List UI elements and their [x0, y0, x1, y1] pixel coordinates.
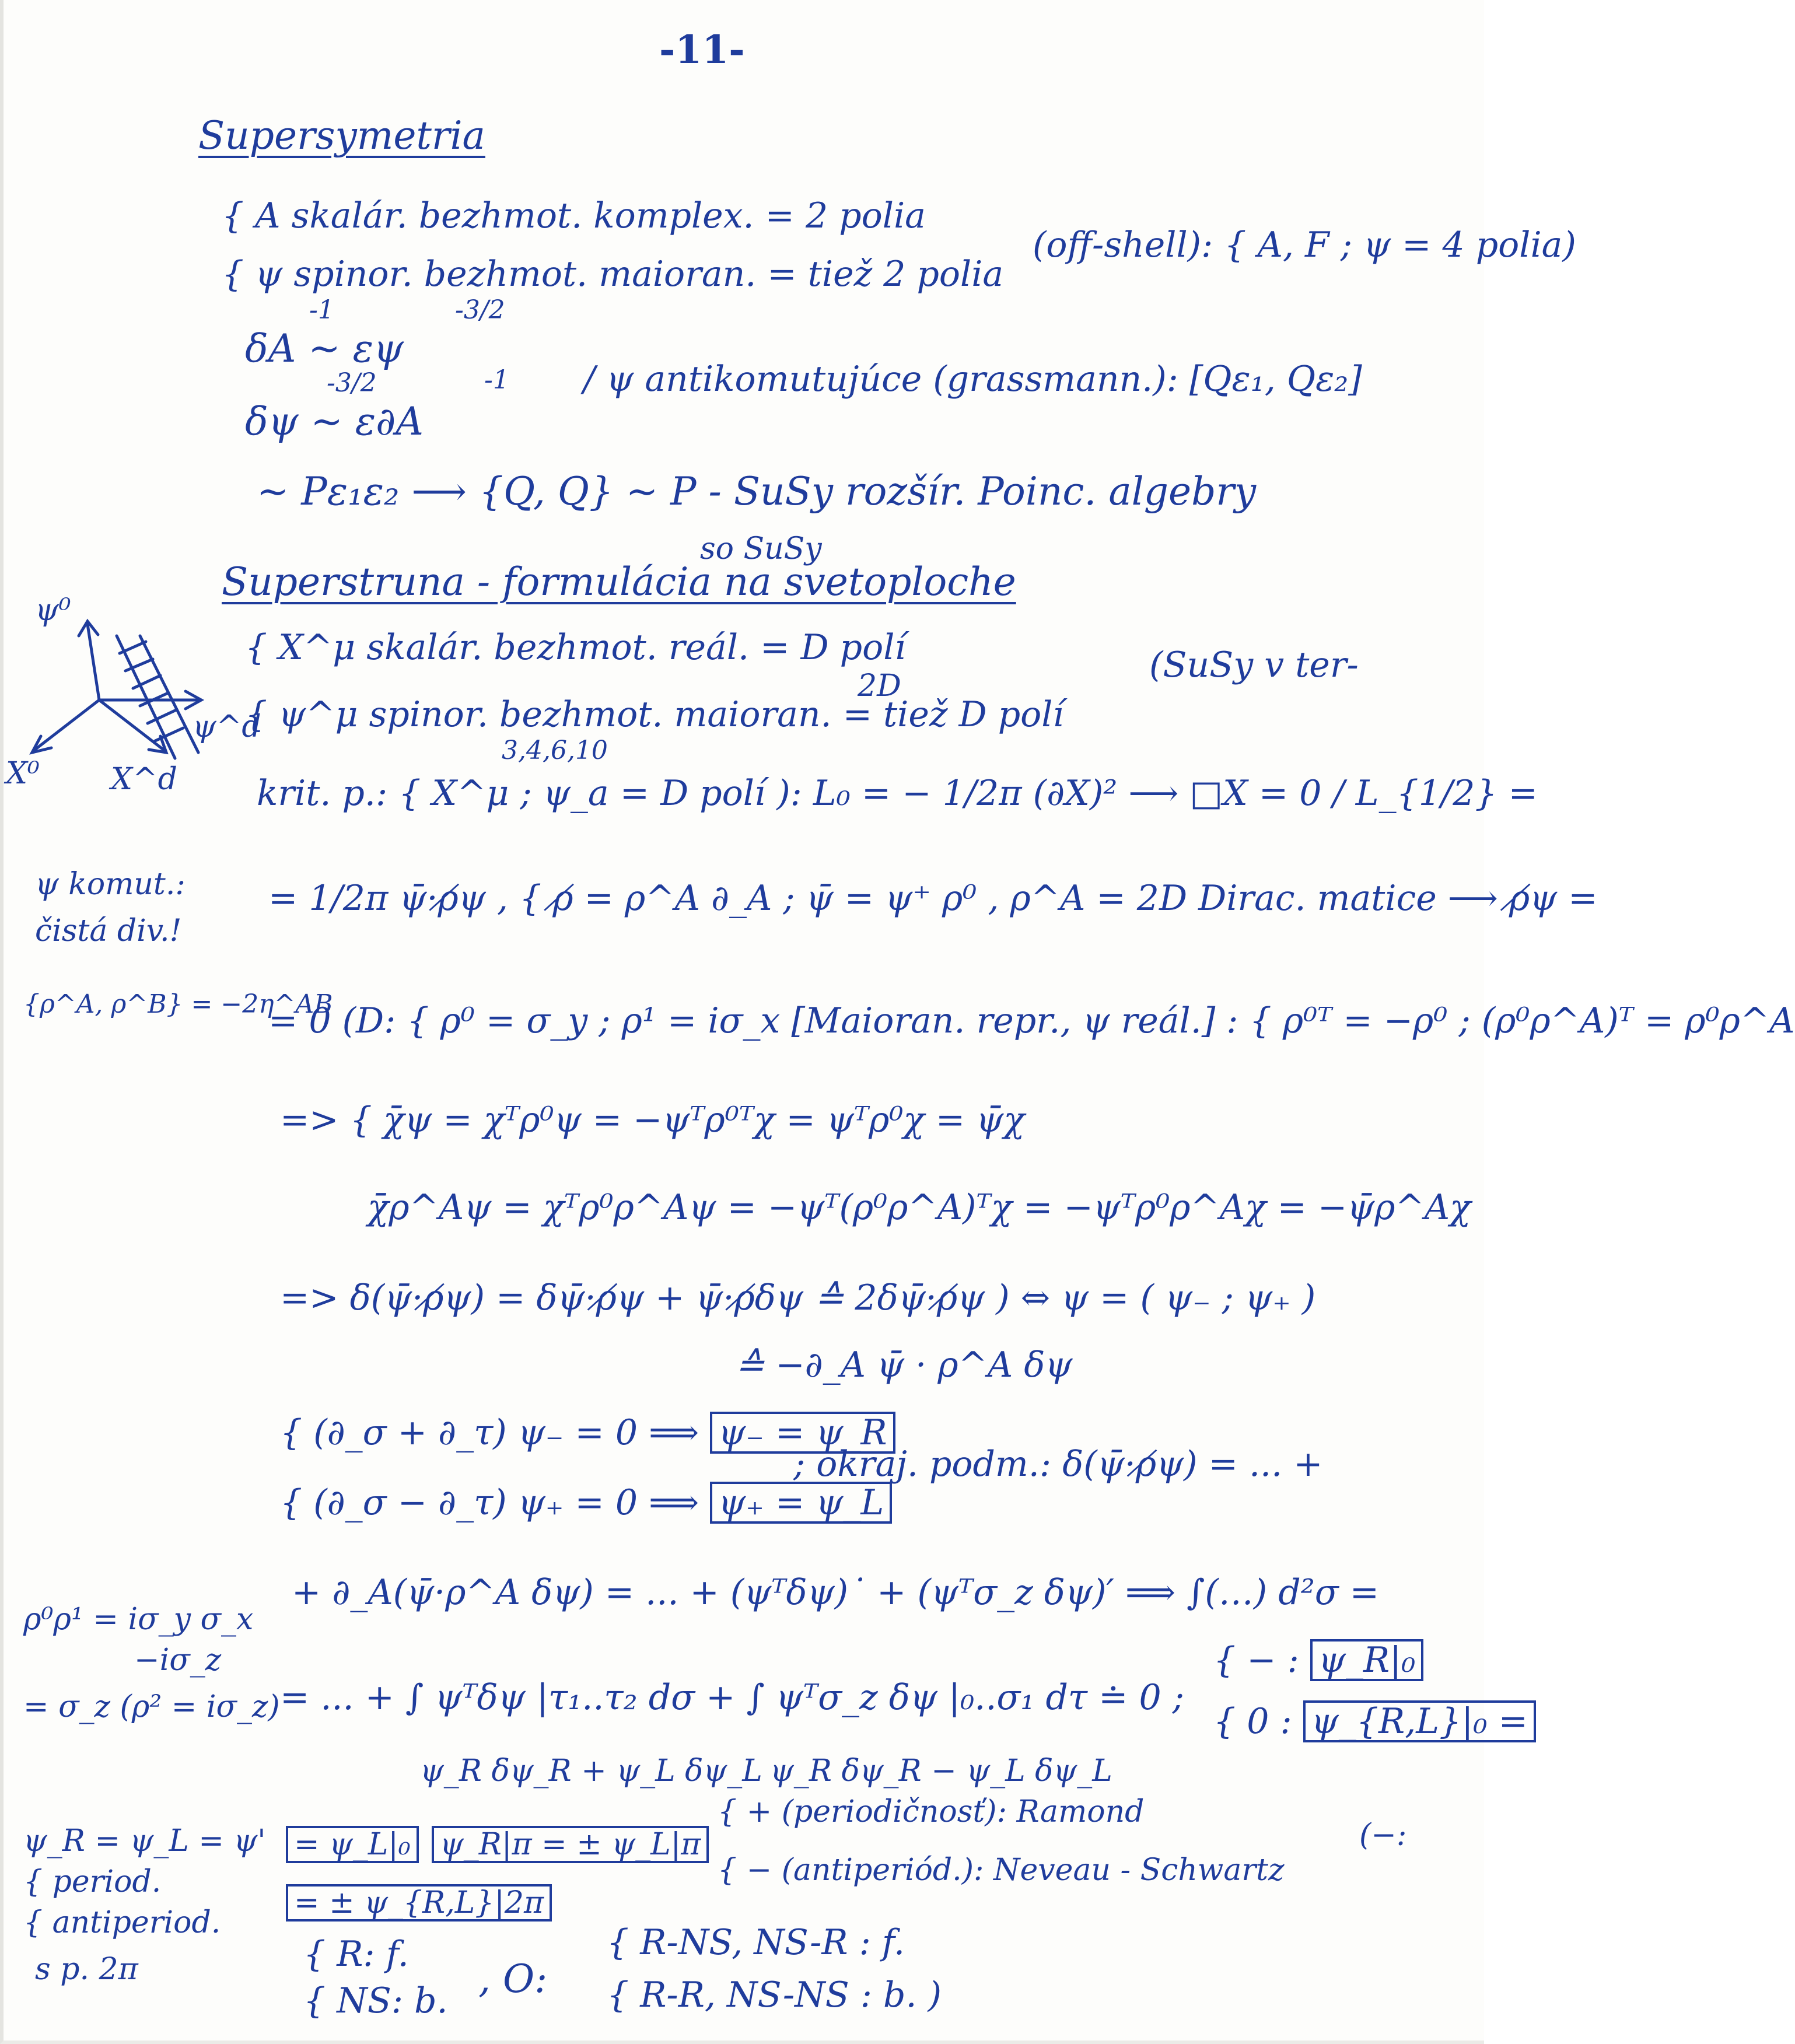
side-note-psi-komut: ψ komut.:: [35, 867, 186, 902]
identity-1: => { χ̄ψ = χᵀρ⁰ψ = −ψᵀρ⁰ᵀχ = ψᵀρ⁰χ = ψ̄χ: [280, 1100, 1025, 1140]
side-note-anticommutator: {ρ^A, ρ^B} = −2η^AB: [23, 989, 333, 1019]
side-period-4: s p. 2π: [35, 1952, 138, 1987]
susy-heading: Supersymetria: [198, 113, 485, 158]
superstring-heading: Superstruna - formulácia na svetoploche: [222, 559, 1016, 604]
rns-right-2: { R-R, NS-NS : b. ): [607, 1975, 942, 2015]
side-rho-relation-1: ρ⁰ρ¹ = iσ_y σ_x: [23, 1602, 254, 1637]
susy-target-note: (SuSy v ter-: [1149, 645, 1359, 685]
eom-2-box: ψ₊ = ψ_L: [710, 1482, 892, 1524]
eom-2-text: { (∂_σ − ∂_τ) ψ₊ = 0 ⟹: [280, 1482, 699, 1523]
rns-left-1: { R: f.: [303, 1934, 409, 1975]
side-period-2: { period.: [23, 1864, 162, 1899]
brace-bottom: [1213, 1700, 1536, 1742]
diagram-x0-label: X⁰: [6, 756, 40, 791]
integral-line-2: = ... + ∫ ψᵀδψ |τ₁..τ₂ dσ + ∫ ψᵀσ_z δψ |₀..σ₁ dτ ≐ 0 ;: [280, 1677, 1184, 1718]
eom-2: [280, 1482, 892, 1524]
brace-bottom-box: ψ_{R,L}|₀ =: [1303, 1700, 1536, 1742]
superstring-line-2: { ψ^μ spinor. bezhmot. maioran. = tiež D polí: [245, 694, 1064, 735]
neveu-schwarz-sector: { − (antiperiód.): Neveau - Schwartz: [718, 1853, 1285, 1888]
superstring-line-1: { X^μ skalár. bezhmot. reál. = D polí: [245, 627, 906, 668]
integral-line-1: + ∂_A(ψ̄·ρ^A δψ) = ... + (ψᵀδψ)˙ + (ψᵀσ_z δψ)′ ⟹ ∫(…) d²σ =: [292, 1572, 1380, 1613]
majorana-representation: = 0 (D: { ρ⁰ = σ_y ; ρ¹ = iσ_x [Maioran. repr., ψ reál.] : { ρ⁰ᵀ = −ρ⁰ ; (ρ⁰ρ^A)ᵀ = ρ⁰ρ^A: [268, 1000, 1795, 1041]
sector-box-b: ψ_R|π = ± ψ_L|π: [432, 1826, 709, 1863]
anticommuting-note: / ψ antikomutujúce (grassmann.): [Qε₁, Qε₂]: [583, 359, 1362, 400]
action-variation: => δ(ψ̄·ρ̸ψ) = δψ̄·ρ̸ψ + ψ̄·ρ̸δψ ≙ 2δψ̄·ρ̸ψ ) ⇔ ψ = ( ψ₋ ; ψ₊ ): [280, 1278, 1316, 1318]
critical-lagrangian: krit. p.: { X^μ ; ψ_a = D polí ): L₀ = − 1/2π (∂X)² ⟶ □X = 0 / L_{1/2} =: [257, 773, 1538, 814]
brace-top-text: { − :: [1213, 1640, 1299, 1681]
dirac-lagrangian: = 1/2π ψ̄·ρ̸ψ , { ρ̸ = ρ^A ∂_A ; ψ̄ = ψ⁺ ρ⁰ , ρ^A = 2D Dirac. matice ⟶ ρ̸ψ =: [268, 878, 1598, 919]
side-rho-relation-2: −iσ_z: [134, 1643, 222, 1678]
sector-box-a: = ψ_L|₀: [286, 1826, 419, 1863]
brace-top: [1213, 1639, 1423, 1681]
dimension-c: -3/2: [327, 368, 377, 398]
label-2d: 2D: [858, 668, 901, 704]
side-note-cista-div: čistá div.!: [35, 914, 182, 949]
identity-2: χ̄ρ^Aψ = χᵀρ⁰ρ^Aψ = −ψᵀ(ρ⁰ρ^A)ᵀχ = −ψᵀρ⁰ρ^Aχ = −ψ̄ρ^Aχ: [368, 1187, 1471, 1228]
rns-left-2: { NS: b.: [303, 1980, 448, 2021]
diagram-psid-label: ψ^d: [193, 709, 261, 744]
integral-under-2: ψ_R δψ_R − ψ_L δψ_L: [770, 1754, 1112, 1788]
page-number: -11-: [659, 27, 745, 72]
offshell-note: (off-shell): { A, F ; ψ = 4 polia): [1033, 225, 1576, 265]
boundary-condition: ; okraj. podm.: δ(ψ̄·ρ̸ψ) = ... +: [793, 1444, 1323, 1485]
eom-1-box: ψ₋ = ψ_R: [710, 1412, 895, 1454]
susy-line-1: { A skalár. bezhmot. komplex. = 2 polia: [222, 195, 926, 236]
dimension-b: -3/2: [455, 295, 505, 325]
critical-dimensions: 3,4,6,10: [502, 736, 608, 765]
diagram-psi0-label: ψ⁰: [35, 593, 71, 628]
ramond-sector: { + (periodičnosť): Ramond: [718, 1794, 1145, 1829]
eom-1-text: { (∂_σ + ∂_τ) ψ₋ = 0 ⟹: [280, 1412, 699, 1453]
susy-algebra: ~ Pε₁ε₂ ⟶ {Q, Q} ~ P - SuSy rozšír. Poinc. algebry: [257, 469, 1257, 514]
brace-top-box: ψ_R|₀: [1310, 1639, 1424, 1681]
rns-mid: , O:: [478, 1957, 548, 2001]
rns-right-1: { R-NS, NS-R : f.: [607, 1922, 905, 1963]
susy-line-2: { ψ spinor. bezhmot. maioran. = tiež 2 polia: [222, 254, 1004, 295]
side-period-3: { antiperiod.: [23, 1905, 221, 1940]
delta-psi-relation: δψ ~ ε∂A: [245, 399, 424, 444]
sector-minus-note: (−:: [1359, 1818, 1407, 1853]
boundary-term: ≙ −∂_A ψ̄ · ρ^A δψ: [735, 1345, 1073, 1385]
delta-a-relation: δA ~ εψ: [245, 326, 404, 371]
integral-under-1: ψ_R δψ_R + ψ_L δψ_L: [420, 1754, 762, 1788]
brace-bottom-text: { 0 :: [1213, 1701, 1292, 1742]
side-rho-relation-3: = σ_z (ρ² = iσ_z): [23, 1689, 280, 1724]
dimension-a: -1: [309, 295, 334, 325]
diagram-xd-label: X^d: [111, 762, 177, 797]
so-susy-insert: so SuSy: [700, 531, 822, 566]
side-period-1: ψ_R = ψ_L = ψ': [23, 1824, 266, 1859]
dimension-d: -1: [484, 365, 509, 395]
sector-box-c: = ± ψ_{R,L}|2π: [286, 1884, 552, 1922]
